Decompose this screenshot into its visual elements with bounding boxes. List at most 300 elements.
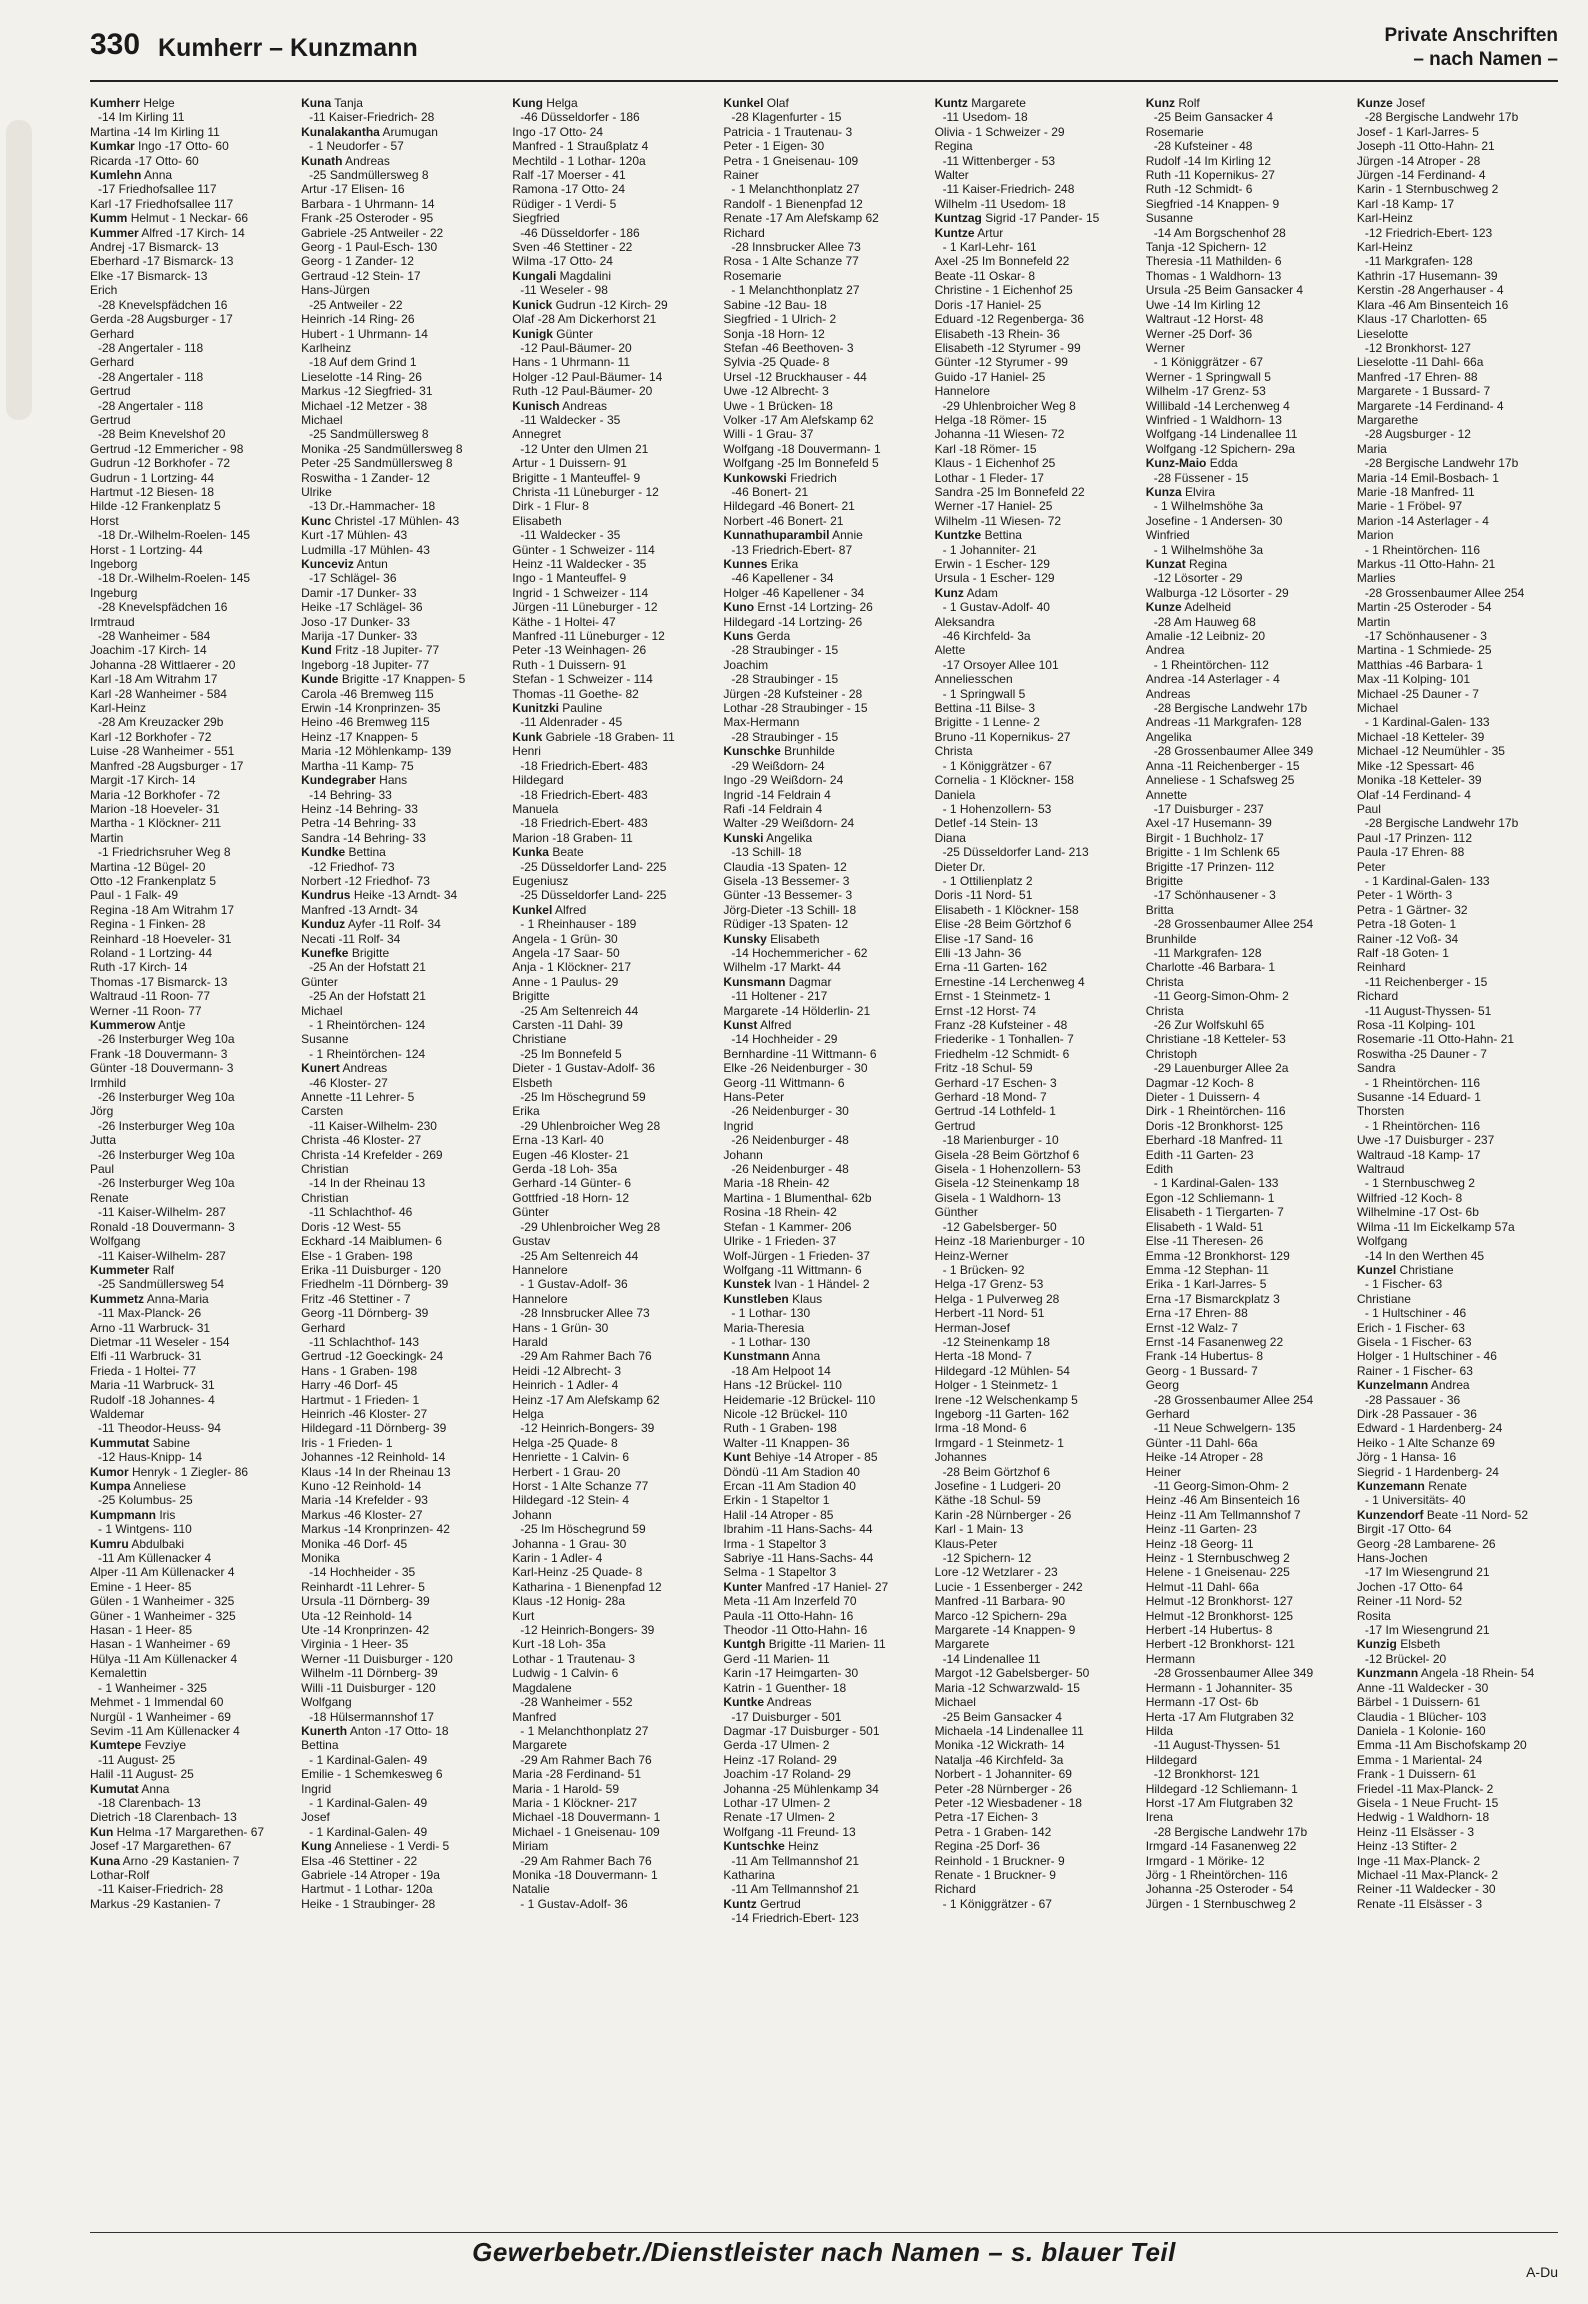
entry-line: Heinrich -46 Kloster- 27 bbox=[301, 1406, 428, 1421]
entry-line: Monika -25 Sandmüllersweg 8 bbox=[301, 441, 463, 456]
entry-line: Gisela -28 Beim Görtzhof 6 bbox=[934, 1147, 1080, 1162]
surname: Kuntzag bbox=[934, 211, 982, 226]
entry-line: -14 Hochheider - 35 bbox=[309, 1565, 416, 1580]
entry-line: Ruth - 1 Graben- 198 bbox=[723, 1421, 837, 1436]
directory-entry bbox=[723, 1897, 924, 1926]
entry-line: Helga bbox=[512, 1406, 544, 1421]
entry-line: -25 Am Seltenreich 44 bbox=[520, 1003, 639, 1018]
entry-line: -28 Grossenbaumer Allee 349 bbox=[1153, 744, 1314, 759]
entry-line: Heinz -11 Am Tellmannshof 7 bbox=[1145, 1507, 1301, 1522]
surname: Kumherr bbox=[90, 96, 141, 110]
entry-line: Christiane -18 Ketteler- 53 bbox=[1145, 1032, 1286, 1047]
entry-line: Erwin -14 Kronprinzen- 35 bbox=[301, 701, 441, 716]
corner-code: A-Du bbox=[1526, 2264, 1558, 2280]
entry-line: -14 Im Kirling 11 bbox=[98, 110, 185, 125]
entry-text: Brigitte bbox=[351, 945, 390, 960]
entry-line: Heinz -13 Stifter- 2 bbox=[1356, 1839, 1457, 1854]
entry-text: Magdalini bbox=[559, 268, 611, 283]
entry-text: Anneliese - 1 Verdi- 5 bbox=[334, 1839, 450, 1854]
surname: Kung bbox=[512, 96, 543, 110]
entry-line: Hartmut - 1 Frieden- 1 bbox=[301, 1392, 420, 1407]
surname: Kunski bbox=[723, 830, 764, 845]
entry-line bbox=[301, 514, 502, 528]
entry-line bbox=[1357, 1378, 1558, 1392]
entry-line: Reinhold - 1 Bruckner- 9 bbox=[934, 1853, 1065, 1868]
entry-line: Elke -17 Bismarck- 13 bbox=[90, 268, 208, 283]
entry-line: Heino -46 Bremweg 115 bbox=[301, 715, 430, 730]
entry-line: Edward - 1 Hardenberg- 24 bbox=[1356, 1421, 1503, 1436]
surname: Kunsmann bbox=[723, 974, 786, 989]
directory-column bbox=[90, 96, 291, 2206]
entry-line: Maria-Theresia bbox=[723, 1320, 805, 1335]
entry-line: -46 Düsseldorfer - 186 bbox=[520, 110, 640, 125]
entry-line: Heinz - 1 Sternbuschweg 2 bbox=[1145, 1551, 1290, 1566]
entry-line: Irmgard -14 Fasanenweg 22 bbox=[1145, 1839, 1297, 1854]
surname: Kuntschke bbox=[723, 1839, 785, 1854]
entry-line: Jörg - 1 Rheintörchen- 116 bbox=[1145, 1867, 1288, 1882]
entry-line: Ruth -11 Kopernikus- 27 bbox=[1145, 168, 1275, 183]
surname: Kunt bbox=[723, 1450, 751, 1465]
surname: Kunstleben bbox=[723, 1291, 789, 1306]
entry-line bbox=[90, 1508, 291, 1522]
entry-line bbox=[512, 269, 713, 283]
entry-line: Ralf -17 Moerser - 41 bbox=[512, 168, 626, 183]
entry-line: Waltraud bbox=[1356, 1162, 1405, 1177]
directory-entry bbox=[723, 975, 924, 1018]
entry-line bbox=[301, 125, 502, 139]
entry-line: Gülen - 1 Wanheimer - 325 bbox=[90, 1594, 235, 1609]
surname: Kummutat bbox=[90, 1435, 150, 1450]
entry-line: Marion -18 Hoeveler- 31 bbox=[90, 801, 220, 816]
surname: Kunduz bbox=[301, 917, 346, 932]
surname: Kunde bbox=[301, 672, 339, 687]
entry-line: Ingrid bbox=[723, 1118, 754, 1133]
entry-line bbox=[90, 139, 291, 153]
entry-line: Gabriele -14 Atroper - 19a bbox=[301, 1867, 440, 1882]
entry-line: Eugen -46 Kloster- 21 bbox=[512, 1147, 630, 1162]
entry-line: Georg - 1 Paul-Esch- 130 bbox=[301, 240, 438, 255]
entry-line: Dieter - 1 Duissern- 4 bbox=[1145, 1090, 1260, 1105]
entry-line: Lothar -28 Straubinger - 15 bbox=[723, 701, 868, 716]
entry-line: Hannelore bbox=[512, 1262, 568, 1277]
entry-line: Olaf -14 Ferdinand- 4 bbox=[1356, 787, 1471, 802]
entry-line: Erwin - 1 Escher- 129 bbox=[934, 557, 1050, 571]
entry-line: -12 Bronkhorst- 121 bbox=[1153, 1767, 1260, 1782]
entry-line: Helga -25 Quade- 8 bbox=[512, 1435, 618, 1450]
entry-line: -11 Georg-Simon-Ohm- 2 bbox=[1153, 989, 1289, 1004]
entry-line: Karl -18 Kamp- 17 bbox=[1356, 196, 1455, 211]
entry-line: -28 Am Hauweg 68 bbox=[1153, 614, 1256, 629]
directory-column bbox=[301, 96, 502, 2206]
entry-line: Markus -12 Siegfried- 31 bbox=[301, 384, 433, 399]
entry-line: Erna -13 Karl- 40 bbox=[512, 1133, 604, 1148]
surname: Kunzat bbox=[1145, 557, 1186, 571]
entry-line: - 1 Wanheimer - 325 bbox=[98, 1680, 207, 1695]
entry-line: Erich - 1 Fischer- 63 bbox=[1356, 1320, 1465, 1335]
directory-entry bbox=[90, 1854, 291, 1912]
entry-line: Daniela bbox=[934, 787, 976, 802]
entry-line: Martha -11 Kamp- 75 bbox=[301, 758, 414, 773]
entry-text: Tanja bbox=[334, 96, 363, 110]
entry-line: Necati -11 Rolf- 34 bbox=[301, 931, 401, 946]
entry-line bbox=[90, 1782, 291, 1796]
directory-entry bbox=[723, 600, 924, 629]
entry-line: Georg -28 Lambarene- 26 bbox=[1356, 1536, 1496, 1551]
entry-line: Volker -17 Am Alefskamp 62 bbox=[723, 412, 874, 427]
entry-line: Karl - 1 Main- 13 bbox=[934, 1522, 1024, 1537]
entry-line: Irena bbox=[1145, 1810, 1174, 1825]
entry-line: -46 Kirchfeld- 3a bbox=[942, 629, 1031, 644]
entry-line: Stefan -46 Beethoven- 3 bbox=[723, 340, 854, 355]
entry-text: Iris bbox=[159, 1507, 176, 1522]
entry-text: Ralf bbox=[152, 1262, 175, 1277]
entry-line: -46 Bonert- 21 bbox=[731, 484, 809, 499]
entry-line: Rosemarie bbox=[723, 268, 782, 283]
entry-text: Edda bbox=[1209, 456, 1238, 471]
entry-line: -28 Beim Knevelshof 20 bbox=[98, 427, 226, 442]
entry-line: Ruth -12 Paul-Bäumer- 20 bbox=[512, 384, 653, 399]
entry-line: Werner -25 Dorf- 36 bbox=[1145, 326, 1253, 341]
entry-line: Ingo - 1 Manteuffel- 9 bbox=[512, 571, 627, 586]
entry-line: Ruth - 1 Duissern- 91 bbox=[512, 657, 627, 672]
entry-line: - 1 Wilhelmshöhe 3a bbox=[1153, 542, 1264, 557]
entry-line bbox=[90, 211, 291, 225]
entry-line: Brigitte -17 Prinzen- 112 bbox=[1145, 859, 1275, 874]
entry-text: Alfred bbox=[760, 1018, 792, 1032]
entry-line: Maria -14 Krefelder - 93 bbox=[301, 1493, 428, 1508]
directory-entry bbox=[935, 96, 1136, 211]
entry-line: Walburga -12 Lösorter - 29 bbox=[1145, 585, 1289, 600]
entry-line: Heidemarie -12 Brückel- 110 bbox=[723, 1392, 876, 1407]
entry-line: Ulrike - 1 Frieden- 37 bbox=[723, 1234, 837, 1249]
entry-line: Siegrid - 1 Hardenberg- 24 bbox=[1356, 1464, 1499, 1479]
directory-entry bbox=[723, 744, 924, 830]
entry-line: Paul bbox=[1356, 801, 1381, 816]
entry-line: Helene - 1 Gneisenau- 225 bbox=[1145, 1565, 1290, 1580]
entry-line: -18 Friedrich-Ebert- 483 bbox=[520, 758, 648, 773]
entry-line: Margarete -14 Ferdinand- 4 bbox=[1356, 398, 1504, 413]
entry-line: Martina - 1 Schmiede- 25 bbox=[1356, 643, 1492, 658]
entry-line: - 1 Karl-Lehr- 161 bbox=[942, 240, 1037, 255]
entry-line: Josef bbox=[301, 1810, 330, 1825]
entry-line: Michael bbox=[301, 412, 343, 427]
entry-line: -28 Füssener - 15 bbox=[1153, 470, 1249, 485]
entry-line: Helmut -12 Bronkhorst- 127 bbox=[1145, 1594, 1294, 1609]
entry-line: Richard bbox=[723, 225, 765, 240]
entry-line: Johann bbox=[512, 1507, 552, 1522]
entry-line: Hubert - 1 Uhrmann- 14 bbox=[301, 326, 428, 341]
entry-line bbox=[1357, 96, 1558, 110]
entry-line: Hildegard -12 Schliemann- 1 bbox=[1145, 1781, 1298, 1796]
entry-line: Rosemarie bbox=[1145, 124, 1204, 139]
entry-line: -17 Orsoyer Allee 101 bbox=[942, 657, 1059, 672]
entry-text: Christel -17 Mühlen- 43 bbox=[334, 513, 460, 528]
entry-line: -14 In den Werthen 45 bbox=[1364, 1248, 1485, 1263]
entry-line bbox=[90, 168, 291, 182]
directory-entry bbox=[1146, 96, 1347, 456]
entry-line: Dagmar -12 Koch- 8 bbox=[1145, 1075, 1254, 1090]
entry-line: Uta -12 Reinhold- 14 bbox=[301, 1608, 412, 1623]
entry-line: Guido -17 Haniel- 25 bbox=[934, 369, 1046, 384]
entry-line: Ruth -12 Schmidt- 6 bbox=[1145, 182, 1253, 197]
entry-line bbox=[723, 528, 924, 542]
entry-line: Dirk - 1 Flur- 8 bbox=[512, 499, 589, 514]
entry-line: Christa -11 Lüneburger - 12 bbox=[512, 484, 659, 499]
entry-line: Joachim -17 Kirch- 14 bbox=[90, 643, 207, 658]
surname: Kunkel bbox=[512, 902, 553, 917]
entry-line: Heinrich -14 Ring- 26 bbox=[301, 312, 415, 327]
surname: Kumpmann bbox=[90, 1507, 156, 1522]
directory-entry bbox=[90, 1479, 291, 1508]
entry-line: Angela - 1 Grün- 30 bbox=[512, 931, 618, 946]
surname: Kunc bbox=[301, 513, 332, 528]
entry-line: Emine - 1 Heer- 85 bbox=[90, 1579, 192, 1594]
directory-entry bbox=[723, 1018, 924, 1277]
entry-line: -28 Beim Görtzhof 6 bbox=[942, 1464, 1050, 1479]
entry-line: Günter -11 Dahl- 66a bbox=[1145, 1435, 1258, 1450]
entry-line: Dirk - 1 Rheintörchen- 116 bbox=[1145, 1104, 1286, 1119]
entry-line: Wolfgang -12 Spichern- 29a bbox=[1145, 441, 1295, 456]
entry-line: Max -11 Kolping- 101 bbox=[1356, 672, 1471, 687]
entry-line: Günter -18 Douvermann- 3 bbox=[90, 1061, 234, 1076]
directory-entry bbox=[512, 298, 713, 327]
entry-line: Irma -18 Mond- 6 bbox=[934, 1421, 1027, 1436]
entry-line: - 1 Rheintörchen- 116 bbox=[1364, 1118, 1481, 1133]
entry-line: Günter bbox=[301, 974, 338, 989]
entry-line: Randolf - 1 Bienenpfad 12 bbox=[723, 196, 863, 211]
entry-line: Ruth -17 Kirch- 14 bbox=[90, 960, 188, 975]
entry-line: - 1 Melanchthonplatz 27 bbox=[731, 182, 860, 197]
entry-line: - 1 Fischer- 63 bbox=[1364, 1277, 1443, 1292]
entry-line: Christa bbox=[934, 744, 973, 759]
entry-line bbox=[723, 471, 924, 485]
entry-text: Anneliese bbox=[133, 1479, 187, 1493]
entry-line: Herbert -12 Bronkhorst- 121 bbox=[1145, 1637, 1296, 1652]
entry-line: -28 Grossenbaumer Allee 254 bbox=[1153, 917, 1314, 932]
entry-line: Sonja -18 Horn- 12 bbox=[723, 326, 825, 341]
entry-line: Willibald -14 Lerchenweg 4 bbox=[1145, 398, 1290, 413]
entry-text: Fritz -18 Jupiter- 77 bbox=[335, 643, 440, 658]
entry-line: -12 Friedrich-Ebert- 123 bbox=[1364, 225, 1493, 240]
entry-line: Michael -18 Ketteler- 39 bbox=[1356, 729, 1485, 744]
entry-line: -25 Düsseldorfer Land- 225 bbox=[520, 888, 667, 903]
entry-line: Siegfried bbox=[512, 211, 560, 226]
entry-text: Alfred bbox=[554, 902, 587, 917]
entry-line: Anneliese - 1 Schafsweg 25 bbox=[1145, 773, 1295, 788]
entry-line: Michael bbox=[934, 1695, 976, 1710]
surname: Kunzmann bbox=[1356, 1666, 1419, 1681]
entry-text: Henryk - 1 Ziegler- 86 bbox=[132, 1464, 249, 1479]
entry-line: Birgit - 1 Buchholz- 17 bbox=[1145, 830, 1264, 845]
entry-line: Lothar -17 Ulmen- 2 bbox=[723, 1795, 831, 1810]
surname: Kungali bbox=[512, 268, 557, 283]
entry-line: Peter -12 Wiesbadener - 18 bbox=[934, 1795, 1082, 1810]
entry-line: -12 Friedhof- 73 bbox=[309, 859, 395, 874]
entry-line bbox=[301, 845, 502, 859]
surname: Kumkar bbox=[90, 139, 135, 154]
entry-line: Kathrin -17 Husemann- 39 bbox=[1356, 268, 1498, 283]
entry-line: Horst -17 Am Flutgraben 32 bbox=[1145, 1795, 1294, 1810]
entry-line: Jörg bbox=[90, 1104, 114, 1119]
entry-line bbox=[935, 226, 1136, 240]
entry-text: Helmut - 1 Neckar- 66 bbox=[130, 211, 249, 226]
entry-line: -11 Waldecker - 35 bbox=[520, 412, 621, 427]
entry-line: Holger - 1 Steinmetz- 1 bbox=[934, 1378, 1058, 1393]
entry-line: Margot -12 Gabelsberger- 50 bbox=[934, 1666, 1090, 1681]
entry-line: Ute -14 Kronprinzen- 42 bbox=[301, 1623, 430, 1638]
surname: Kundrus bbox=[301, 888, 351, 903]
entry-line bbox=[301, 643, 502, 657]
entry-line bbox=[301, 557, 502, 571]
surname: Kunzemann bbox=[1356, 1479, 1425, 1493]
entry-line: Mehmet - 1 Immendal 60 bbox=[90, 1695, 224, 1710]
entry-line: Elisabeth - 1 Tiergarten- 7 bbox=[1145, 1205, 1284, 1220]
entry-line: Kurt -18 Loh- 35a bbox=[512, 1637, 606, 1652]
directory-entry bbox=[90, 226, 291, 1018]
surname: Kunnathuparambil bbox=[723, 528, 830, 543]
entry-line: Karl -18 Am Witrahm 17 bbox=[90, 672, 218, 687]
directory-entry bbox=[90, 1436, 291, 1465]
entry-line: Josef -17 Margarethen- 67 bbox=[90, 1839, 232, 1854]
entry-line bbox=[723, 1292, 924, 1306]
entry-line: -28 Augsburger - 12 bbox=[1364, 427, 1471, 442]
entry-line: Waltraut -12 Horst- 48 bbox=[1145, 312, 1264, 327]
directory-entry bbox=[301, 557, 502, 643]
surname: Kunnes bbox=[723, 557, 768, 571]
section-title-line2: – nach Namen – bbox=[1413, 49, 1558, 70]
entry-line: Jürgen - 1 Sternbuschweg 2 bbox=[1145, 1896, 1296, 1911]
entry-line: -26 Insterburger Weg 10a bbox=[98, 1176, 235, 1191]
entry-text: Andreas bbox=[345, 153, 390, 168]
entry-line bbox=[90, 1537, 291, 1551]
entry-text: Margarete bbox=[971, 96, 1026, 110]
entry-line: -28 Straubinger - 15 bbox=[731, 672, 839, 687]
entry-line: -11 Kaiser-Wilhelm- 287 bbox=[98, 1248, 226, 1263]
entry-line: Elsbeth bbox=[512, 1075, 553, 1090]
entry-line: Regina - 1 Finken- 28 bbox=[90, 917, 206, 932]
entry-line: Norbert -46 Bonert- 21 bbox=[723, 513, 844, 528]
entry-line: Ingeborg -11 Garten- 162 bbox=[934, 1406, 1070, 1421]
entry-line: Wolfgang bbox=[90, 1234, 141, 1249]
entry-line: Wilhelm -17 Markt- 44 bbox=[723, 960, 841, 975]
entry-line: Manfred -17 Ehren- 88 bbox=[1356, 369, 1478, 384]
entry-line: Monika -18 Ketteler- 39 bbox=[1356, 773, 1482, 788]
entry-text: Brigitte -11 Marien- 11 bbox=[768, 1637, 886, 1652]
directory-entry bbox=[301, 672, 502, 773]
entry-line: Michaela -14 Lindenallee 11 bbox=[934, 1723, 1084, 1738]
entry-line: Jürgen -28 Kufsteiner - 28 bbox=[723, 686, 863, 701]
entry-line: - 1 Kardinal-Galen- 49 bbox=[309, 1824, 428, 1839]
entry-line: -28 Am Kreuzacker 29b bbox=[98, 715, 224, 730]
entry-line bbox=[301, 1724, 502, 1738]
entry-line: Thorsten bbox=[1356, 1104, 1405, 1119]
entry-line: Paul - 1 Falk- 49 bbox=[90, 888, 179, 903]
entry-line: Johanna - 1 Grau- 30 bbox=[512, 1536, 627, 1551]
entry-line: Margarete -14 Hölderlin- 21 bbox=[723, 1003, 871, 1018]
entry-line: Joachim bbox=[723, 657, 769, 672]
entry-line: Hermann -17 Ost- 6b bbox=[1145, 1695, 1259, 1710]
entry-line: Horst bbox=[90, 513, 119, 528]
surname: Kun bbox=[90, 1824, 114, 1839]
entry-line: Heinz -11 Elsässer - 3 bbox=[1356, 1824, 1474, 1839]
entry-line: -25 Beim Gansacker 4 bbox=[1153, 110, 1274, 125]
entry-line: Ursula - 1 Escher- 129 bbox=[934, 571, 1055, 586]
entry-line: Johannes bbox=[934, 1450, 987, 1465]
entry-line: Josef - 1 Karl-Jarres- 5 bbox=[1356, 124, 1479, 139]
entry-line: Susanne bbox=[301, 1032, 349, 1047]
entry-text: Gerda bbox=[756, 629, 791, 644]
entry-line: Ingeborg bbox=[90, 557, 138, 571]
entry-line: -29 Uhlenbroicher Weg 28 bbox=[520, 1219, 661, 1234]
entry-line: Hildegard bbox=[1145, 1752, 1198, 1767]
surname: Kuntzke bbox=[934, 528, 982, 543]
entry-line: Maria -12 Möhlenkamp- 139 bbox=[301, 744, 452, 759]
entry-text: Elisabeth bbox=[770, 931, 820, 946]
directory-entry bbox=[1357, 1508, 1558, 1638]
entry-line bbox=[723, 1897, 924, 1911]
entry-text: Adelheid bbox=[1184, 600, 1232, 615]
entry-text: Angelika bbox=[766, 830, 813, 845]
directory-entry bbox=[935, 528, 1136, 586]
entry-text: Helma -17 Margarethen- 67 bbox=[116, 1824, 265, 1839]
entry-line: Margit -17 Kirch- 14 bbox=[90, 773, 196, 788]
directory-entry bbox=[90, 1292, 291, 1436]
entry-line: -28 Innsbrucker Allee 73 bbox=[520, 1306, 650, 1321]
entry-line: Harry -46 Dorf- 45 bbox=[301, 1378, 398, 1393]
entry-line: Heinz -14 Behring- 33 bbox=[301, 801, 418, 816]
entry-line: Horst - 1 Lortzing- 44 bbox=[90, 542, 203, 557]
entry-line: -14 Hochheider - 29 bbox=[731, 1032, 838, 1047]
entry-line: Fritz -18 Schul- 59 bbox=[934, 1061, 1033, 1076]
entry-line: Norbert -12 Friedhof- 73 bbox=[301, 873, 430, 888]
entry-line: Rudolf -18 Johannes- 4 bbox=[90, 1392, 215, 1407]
entry-line: Renate -11 Elsässer - 3 bbox=[1356, 1896, 1483, 1911]
entry-line: Marija -17 Dunker- 33 bbox=[301, 629, 418, 644]
entry-line: Margarete bbox=[512, 1738, 567, 1753]
entry-line: Franz -28 Kufsteiner - 48 bbox=[934, 1018, 1068, 1032]
entry-text: Bettina bbox=[984, 528, 1022, 543]
entry-line: Heinz -18 Marienburger - 10 bbox=[934, 1234, 1085, 1249]
entry-text: Antun bbox=[356, 557, 388, 571]
entry-line: Hilde -12 Frankenplatz 5 bbox=[90, 499, 221, 514]
entry-line: -46 Kloster- 27 bbox=[309, 1075, 388, 1090]
entry-line: Willi -11 Duisburger - 120 bbox=[301, 1680, 436, 1695]
entry-line: Ernst -12 Walz- 7 bbox=[1145, 1320, 1238, 1335]
entry-line: -11 Neue Schwelgern- 135 bbox=[1153, 1421, 1296, 1436]
directory-entry bbox=[90, 1825, 291, 1854]
entry-line: -17 Im Wiesengrund 21 bbox=[1364, 1565, 1490, 1580]
entry-line: Roland - 1 Lortzing- 44 bbox=[90, 945, 213, 960]
entry-line: Wolfgang -18 Douvermann- 1 bbox=[723, 441, 881, 456]
entry-line: Johanna -11 Wiesen- 72 bbox=[934, 427, 1065, 442]
entry-line: Hildegard -14 Lortzing- 26 bbox=[723, 614, 863, 629]
entry-line: Manfred -13 Arndt- 34 bbox=[301, 902, 418, 917]
entry-line: Frank -18 Douvermann- 3 bbox=[90, 1046, 228, 1061]
entry-line: Charlotte -46 Barbara- 1 bbox=[1145, 960, 1276, 975]
entry-line: Ernst - 1 Steinmetz- 1 bbox=[934, 989, 1051, 1004]
entry-line: Petra -18 Goten- 1 bbox=[1356, 917, 1457, 932]
directory-entry bbox=[723, 629, 924, 744]
entry-line: Georg - 1 Zander- 12 bbox=[301, 254, 414, 269]
entry-line bbox=[1146, 557, 1347, 571]
surname: Kumtepe bbox=[90, 1738, 142, 1753]
entry-line: Hildegard -12 Mühlen- 54 bbox=[934, 1363, 1070, 1378]
entry-line: -28 Grossenbaumer Allee 349 bbox=[1153, 1666, 1314, 1681]
entry-line: Helga - 1 Pulverweg 28 bbox=[934, 1291, 1060, 1306]
entry-line: Doris -17 Haniel- 25 bbox=[934, 297, 1042, 312]
surname: Kuno bbox=[723, 600, 755, 615]
entry-line: Stefan - 1 Schweizer - 114 bbox=[512, 672, 653, 687]
